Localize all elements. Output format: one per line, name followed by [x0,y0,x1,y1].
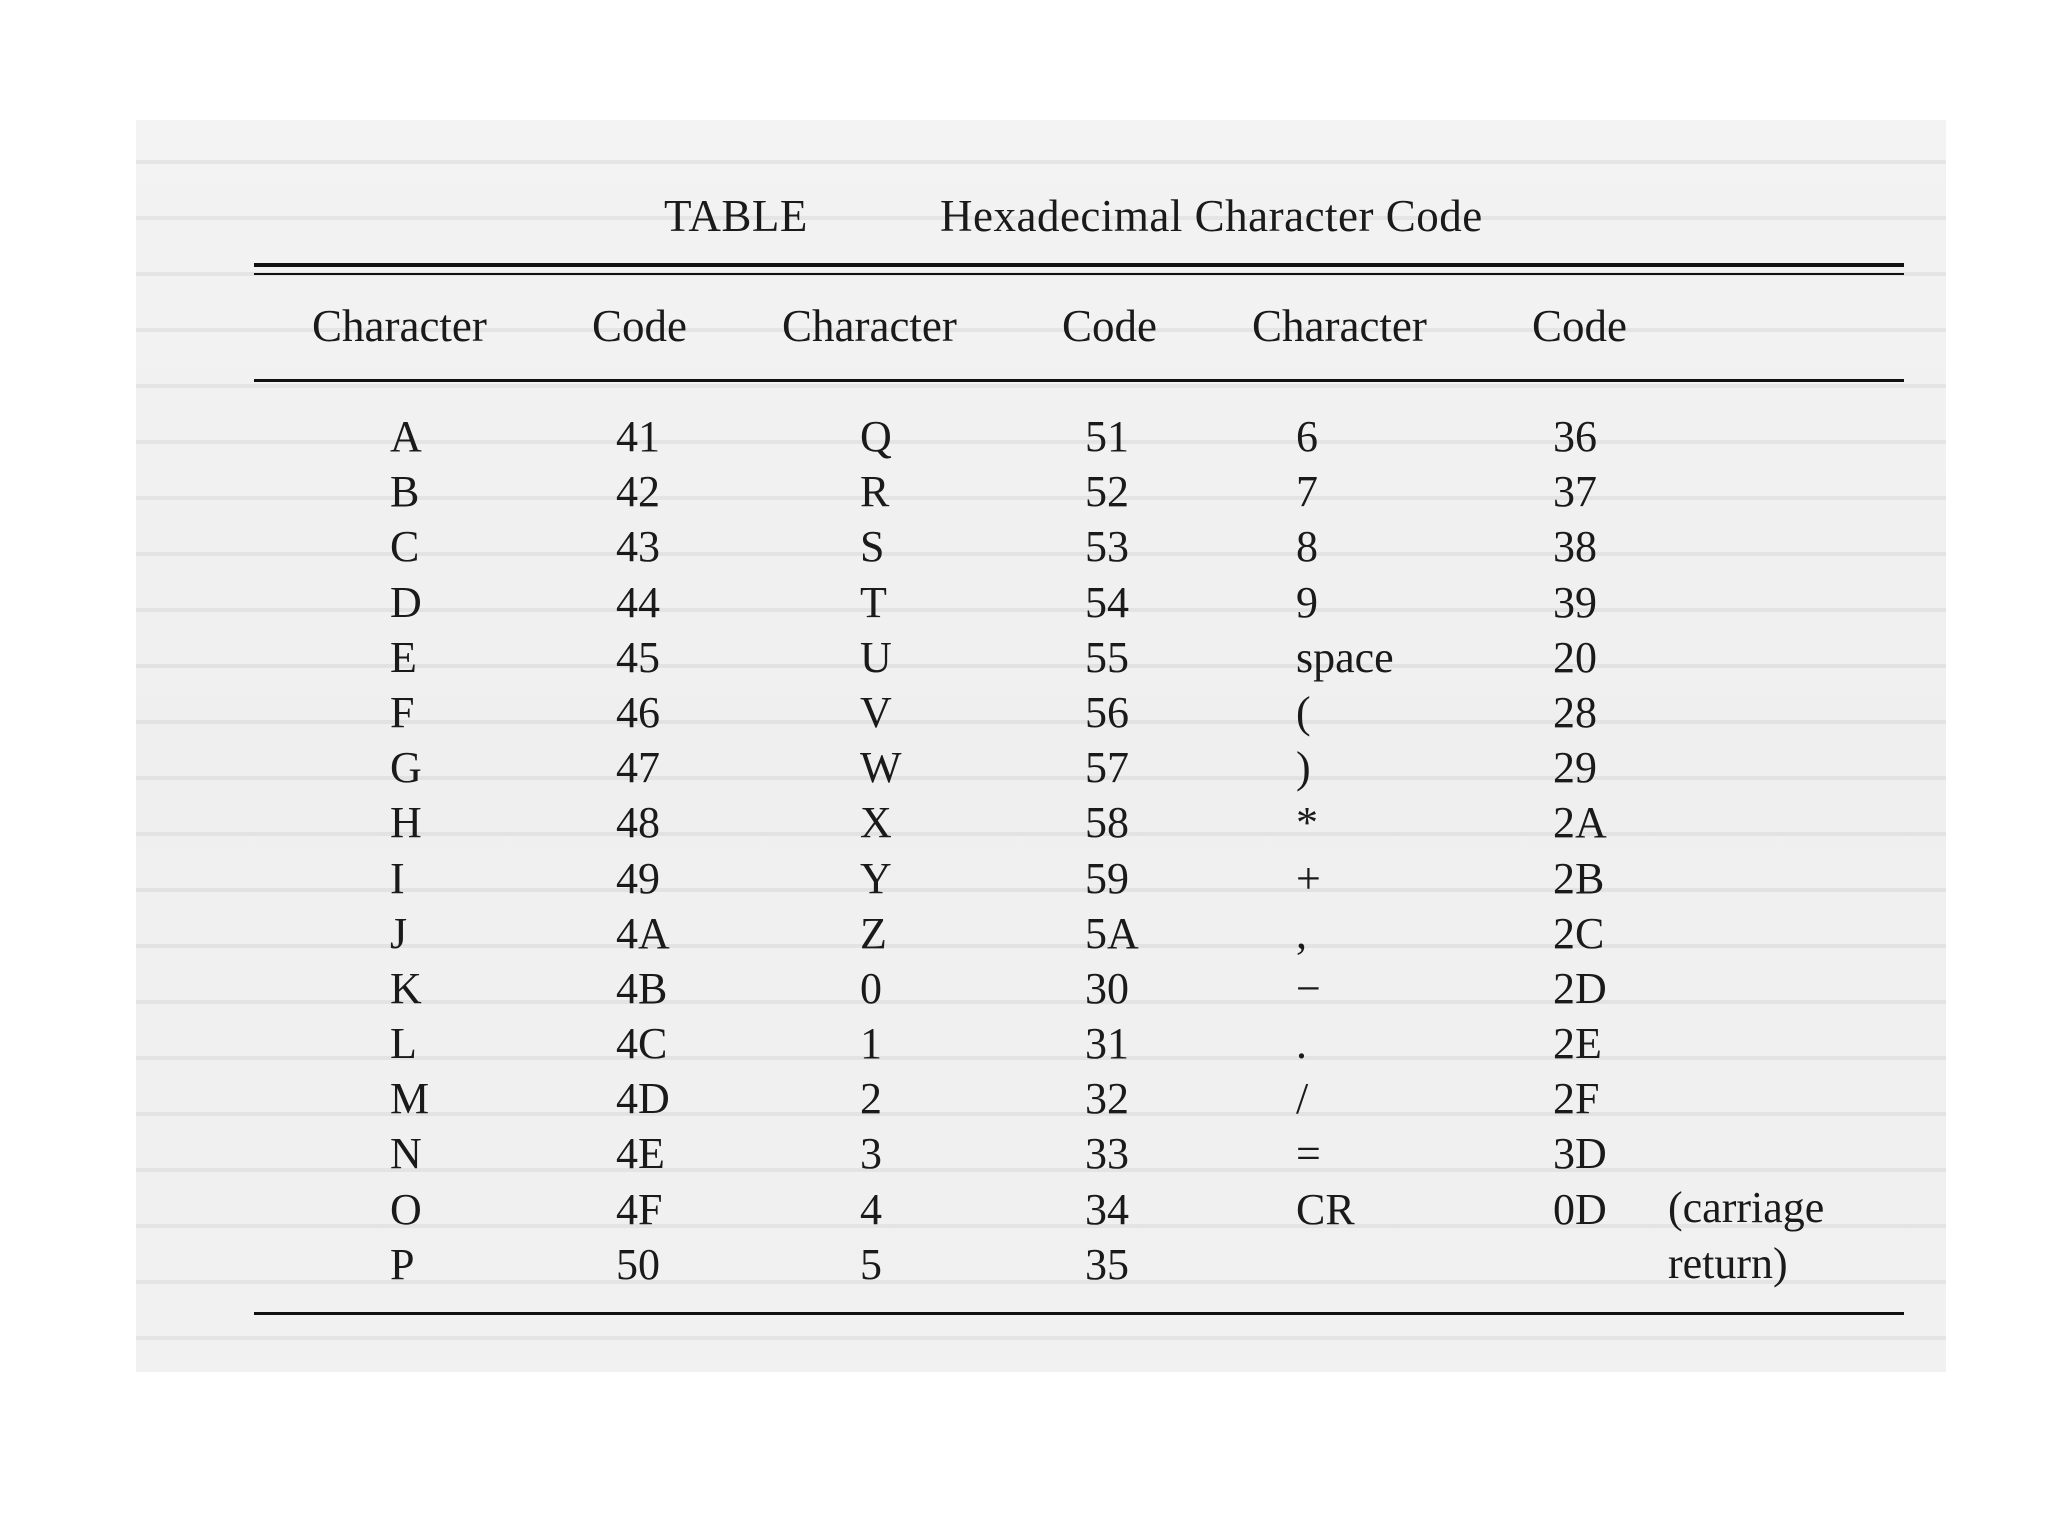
table-row [0,1126,2048,1181]
code-cell: 2E [1553,1019,1602,1069]
code-cell: 55 [1085,632,1129,682]
code-cell: 34 [1085,1184,1129,1234]
char-cell: J [390,908,408,958]
char-cell: Q [860,412,892,461]
code-cell: 28 [1553,687,1597,737]
char-cell: L [390,1019,417,1069]
char-cell: Z [860,908,887,958]
table-title [0,190,2048,240]
char-cell: , [1296,908,1307,958]
char-cell: * [1296,798,1318,848]
char-cell: / [1296,1074,1309,1124]
header-code-1: Code [592,301,687,351]
code-cell: 50 [616,1239,660,1289]
char-cell: 5 [860,1239,882,1289]
table-row [0,906,2048,961]
char-cell: = [1296,1129,1321,1179]
table-row [0,961,2048,1016]
code-cell: 5A [1085,908,1139,958]
table-label: TABLE [664,191,808,241]
char-cell: B [390,467,420,517]
code-cell: 20 [1553,632,1597,682]
code-cell: 29 [1553,743,1597,793]
char-cell: ( [1296,687,1311,737]
code-cell: 49 [616,853,660,903]
code-cell: 58 [1085,798,1129,848]
table-row [0,409,2048,464]
table-body [0,409,2048,1292]
char-cell: 6 [1296,412,1318,461]
table-row [0,575,2048,630]
code-cell: 2F [1553,1074,1600,1124]
code-cell: 39 [1553,577,1597,627]
code-cell: 31 [1085,1019,1129,1069]
code-cell: 2D [1553,963,1607,1013]
char-cell: E [390,632,417,682]
code-cell: 30 [1085,963,1129,1013]
char-cell: 7 [1296,467,1318,517]
code-cell: 43 [616,522,660,572]
table-row [0,1071,2048,1126]
char-cell: X [860,798,892,848]
header-rule [254,379,1904,382]
char-cell: K [390,963,422,1013]
table-row [0,464,2048,519]
code-cell: 32 [1085,1074,1129,1124]
char-cell: D [390,577,422,627]
table-row [0,519,2048,574]
char-cell: . [1296,1019,1307,1069]
code-cell: 42 [616,467,660,517]
char-cell: G [390,743,422,793]
table-row [0,630,2048,685]
cr-note-line-2: return) [1668,1239,1788,1288]
header-character-1: Character [312,301,487,351]
char-cell: C [390,522,420,572]
header-code-2: Code [1062,301,1157,351]
char-cell: 0 [860,963,882,1013]
char-cell: I [390,853,405,903]
code-cell: 41 [616,412,660,461]
code-cell: 36 [1553,412,1597,461]
top-rule-thin [254,273,1904,275]
code-cell: 4C [616,1019,668,1069]
char-cell: space [1296,632,1394,682]
cr-note-line-1: (carriage [1668,1183,1825,1232]
table-row [0,795,2048,850]
code-cell: 3D [1553,1129,1607,1179]
char-cell: S [860,522,885,572]
cr-note [1668,1180,1824,1292]
top-rule [254,263,1904,267]
bottom-rule [254,1312,1904,1315]
char-cell: Y [860,853,892,903]
char-cell: 9 [1296,577,1318,627]
char-cell: O [390,1184,422,1234]
char-cell: 3 [860,1129,882,1179]
code-cell: 4A [616,908,670,958]
code-cell: 2A [1553,798,1607,848]
char-cell: ) [1296,743,1311,793]
char-cell: A [390,412,422,461]
char-cell: 8 [1296,522,1318,572]
code-cell: 4E [616,1129,665,1179]
char-cell: P [390,1239,415,1289]
code-cell: 4F [616,1184,663,1234]
char-cell: W [860,743,902,793]
code-cell: 2C [1553,908,1605,958]
char-cell: H [390,798,422,848]
header-character-3: Character [1252,301,1427,351]
code-cell: 33 [1085,1129,1129,1179]
char-cell: N [390,1129,422,1179]
char-cell: M [390,1074,430,1124]
code-cell: 53 [1085,522,1129,572]
code-cell: 52 [1085,467,1129,517]
code-cell: 48 [616,798,660,848]
table-row [0,740,2048,795]
char-cell: F [390,687,415,737]
header-character-2: Character [782,301,957,351]
char-cell: R [860,467,890,517]
char-cell: + [1296,853,1321,903]
code-cell: 37 [1553,467,1597,517]
header-code-3: Code [1532,301,1627,351]
table-caption: Hexadecimal Character Code [940,191,1483,241]
code-cell: 47 [616,743,660,793]
code-cell: 38 [1553,522,1597,572]
code-cell: 44 [616,577,660,627]
code-cell: 35 [1085,1239,1129,1289]
code-cell: 56 [1085,687,1129,737]
table-row [0,1016,2048,1071]
code-cell: 4B [616,963,668,1013]
code-cell: 54 [1085,577,1129,627]
code-cell: 0D [1553,1184,1607,1234]
code-cell: 2B [1553,853,1605,903]
code-cell: 4D [616,1074,670,1124]
char-cell: U [860,632,892,682]
table-row [0,851,2048,906]
table-header-row [0,300,2048,360]
char-cell: 2 [860,1074,882,1124]
char-cell: T [860,577,887,627]
code-cell: 51 [1085,412,1129,461]
code-cell: 57 [1085,743,1129,793]
char-cell: 4 [860,1184,882,1234]
char-cell: 1 [860,1019,882,1069]
code-cell: 59 [1085,853,1129,903]
char-cell: V [860,687,892,737]
code-cell: 46 [616,687,660,737]
table-row [0,685,2048,740]
char-cell: − [1296,963,1321,1013]
code-cell: 45 [616,632,660,682]
char-cell: CR [1296,1184,1355,1234]
